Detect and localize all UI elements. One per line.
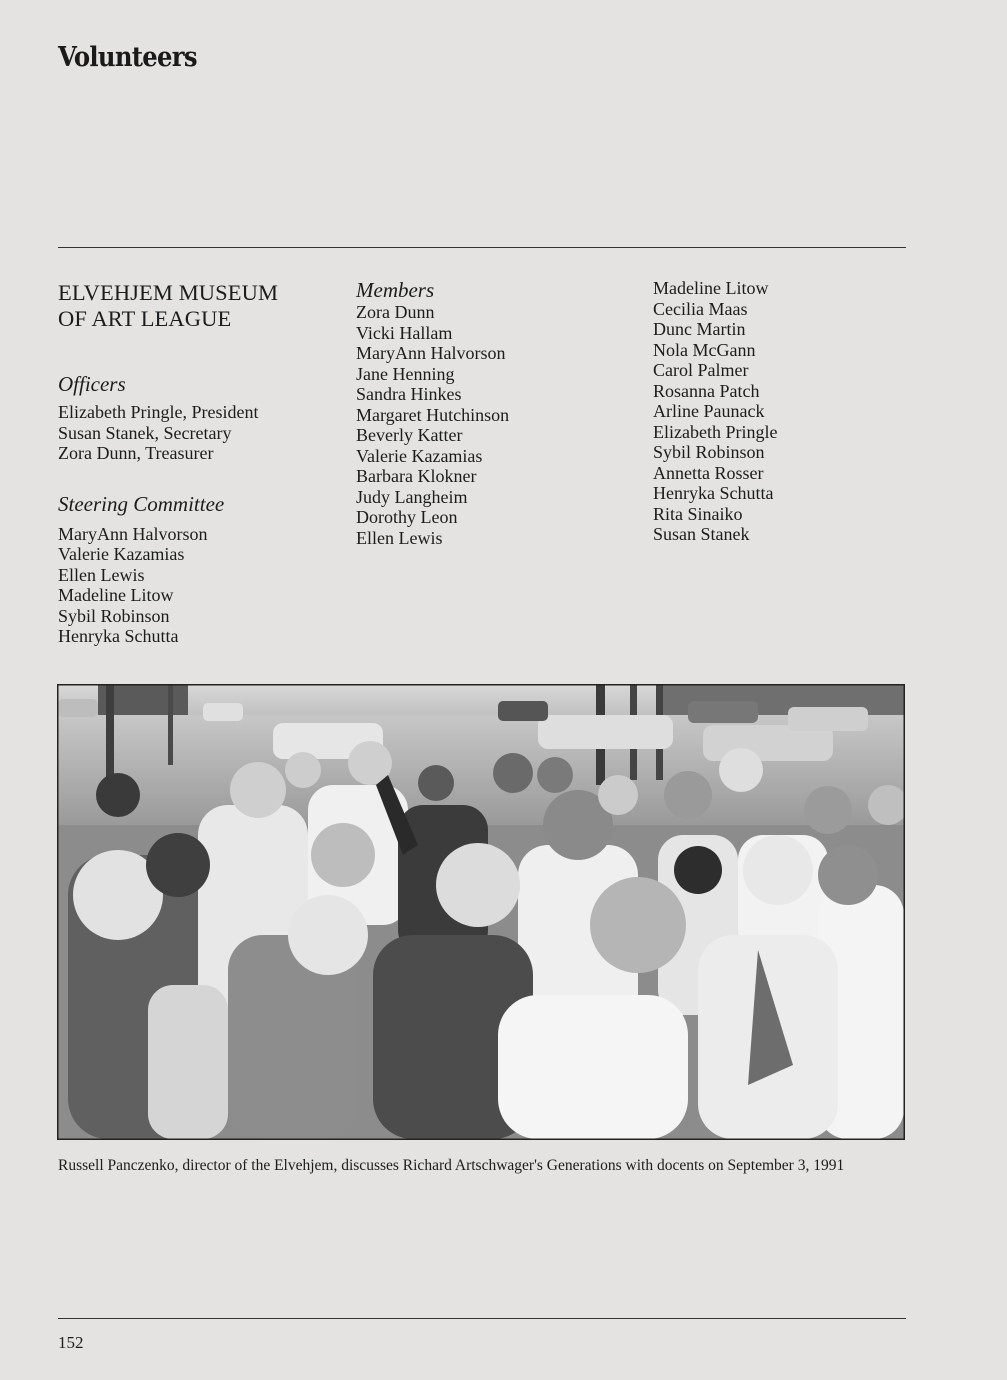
group-photo-illustration	[58, 685, 904, 1139]
list-item: Madeline Litow	[653, 278, 769, 298]
list-item: Zora Dunn	[356, 302, 435, 322]
list-item: Annetta Rosser	[653, 462, 764, 483]
list-item: Carol Palmer	[653, 360, 749, 380]
league-name-line1: ELVEHJEM MUSEUM	[58, 280, 279, 305]
list-item: Sandra Hinkes	[356, 384, 462, 404]
list-item: Rosanna Patch	[653, 380, 760, 401]
steering-committee-list	[58, 524, 338, 647]
list-item: Susan Stanek	[653, 524, 750, 544]
list-item: Nola McGann	[653, 339, 756, 360]
list-item: Sybil Robinson	[653, 442, 765, 462]
list-item: Zora Dunn, Treasurer	[58, 443, 214, 463]
list-item: Valerie Kazamias	[356, 445, 483, 466]
list-item: Dunc Martin	[653, 319, 746, 339]
group-photo	[57, 684, 905, 1140]
members-list-2	[653, 278, 913, 545]
list-item: Dorothy Leon	[356, 507, 458, 527]
list-item: Ellen Lewis	[58, 564, 145, 585]
list-item: Elizabeth Pringle	[653, 421, 778, 442]
page-title: Volunteers	[58, 42, 197, 73]
list-item: Cecilia Maas	[653, 298, 748, 319]
list-item: MaryAnn Halvorson	[58, 523, 208, 544]
list-item: Madeline Litow	[58, 585, 174, 605]
page-number: 152	[58, 1333, 84, 1352]
list-item: Barbara Klokner	[356, 466, 477, 486]
list-item: Sybil Robinson	[58, 605, 170, 626]
league-name	[58, 280, 338, 332]
list-item: Henryka Schutta	[58, 626, 179, 646]
photo-caption: Russell Panczenko, director of the Elvehjem, discusses Richard Artschwager's Generations with docents on September 3, 1991	[58, 1157, 845, 1174]
members-heading: Members	[356, 278, 435, 302]
bottom-divider	[58, 1318, 906, 1319]
members-column-1	[356, 278, 636, 548]
league-column	[58, 278, 338, 647]
list-item: Jane Henning	[356, 363, 455, 384]
list-item: MaryAnn Halvorson	[356, 343, 506, 363]
members-column-2	[653, 278, 913, 545]
list-item: Ellen Lewis	[356, 527, 443, 548]
officers-heading: Officers	[58, 372, 126, 396]
league-name-line2: OF ART LEAGUE	[58, 306, 232, 331]
list-item: Rita Sinaiko	[653, 503, 743, 524]
list-item: Beverly Katter	[356, 425, 463, 445]
officers-list	[58, 402, 338, 464]
list-item: Valerie Kazamias	[58, 544, 185, 564]
list-item: Arline Paunack	[653, 401, 765, 421]
list-item: Susan Stanek, Secretary	[58, 422, 232, 443]
list-item: Vicki Hallam	[356, 322, 453, 343]
list-item: Henryka Schutta	[653, 483, 774, 503]
steering-committee-heading: Steering Committee	[58, 491, 225, 516]
members-list-1	[356, 302, 636, 548]
list-item: Judy Langheim	[356, 486, 468, 507]
list-item: Elizabeth Pringle, President	[58, 402, 259, 422]
top-divider	[58, 247, 906, 248]
list-item: Margaret Hutchinson	[356, 404, 510, 425]
